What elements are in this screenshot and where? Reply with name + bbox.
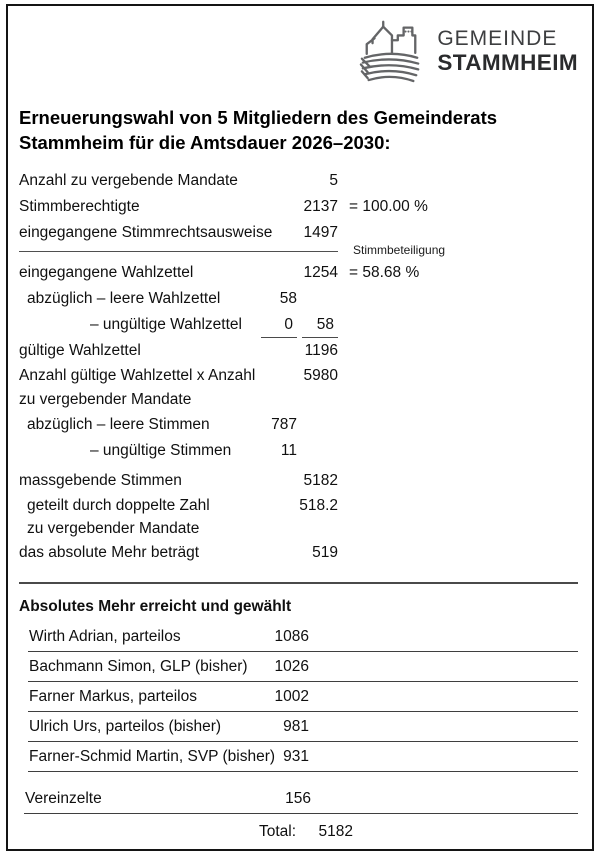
- stat-label: eingegangene Stimmrechtsausweise: [19, 224, 273, 241]
- stat-row-geteilt: [19, 494, 578, 540]
- candidate-votes: 1026: [274, 658, 309, 675]
- stat-label: abzüglich – leere Stimmen: [27, 416, 210, 433]
- village-vineyard-icon: [358, 14, 424, 89]
- election-statistics: [19, 168, 578, 566]
- stat-row-stimmberechtigte: [19, 194, 578, 220]
- section-divider-line: [19, 582, 578, 584]
- divider-line: [19, 251, 338, 252]
- stat-label: [27, 494, 210, 540]
- stat-label: abzüglich – leere Wahlzettel: [27, 290, 221, 307]
- page-title-line2: Stammheim für die Amtsdauer 2026–2030:: [19, 132, 391, 153]
- candidate-row: [28, 622, 578, 652]
- stat-row-gueltige-wahlzettel: [19, 338, 578, 364]
- stat-label: [19, 364, 255, 412]
- stat-value: 518.2: [299, 497, 338, 514]
- page-title: [19, 105, 578, 155]
- stat-label: – ungültige Wahlzettel: [90, 316, 242, 333]
- stat-value: 58: [279, 290, 297, 307]
- candidate-name: Farner Markus, parteilos: [29, 688, 197, 705]
- stat-label-line1: Anzahl gültige Wahlzettel x Anzahl: [19, 367, 256, 384]
- candidate-name: Wirth Adrian, parteilos: [29, 628, 181, 645]
- underlined-sum: 58: [302, 313, 338, 338]
- stat-row-leere-wahlzettel: [19, 286, 578, 312]
- stat-label: eingegangene Wahlzettel: [19, 264, 194, 281]
- stat-percentage: = 58.68 %: [349, 264, 420, 281]
- stat-sum: [248, 312, 338, 338]
- stat-value: 5: [329, 172, 338, 189]
- document-page: [6, 4, 594, 851]
- stat-value: 1254: [303, 264, 338, 281]
- municipality-logo: [19, 14, 578, 88]
- stat-value: 787: [271, 416, 297, 433]
- elected-section-heading: Absolutes Mehr erreicht und gewählt: [19, 598, 292, 615]
- stat-label: – ungültige Stimmen: [90, 442, 232, 459]
- stat-value: 1497: [303, 224, 338, 241]
- candidate-row: [28, 652, 578, 682]
- stat-row-massgebende-stimmen: [19, 468, 578, 494]
- vereinzelte-votes: 156: [285, 790, 311, 807]
- stat-label-line2: zu vergebender Mandate: [19, 391, 192, 408]
- vereinzelte-label: Vereinzelte: [25, 790, 102, 807]
- candidate-name: Ulrich Urs, parteilos (bisher): [29, 718, 222, 735]
- underlined-value: 0: [261, 313, 297, 338]
- page-title-line1: Erneuerungswahl von 5 Mitgliedern des Gemeinderats: [19, 107, 498, 128]
- vereinzelte-row: [24, 784, 578, 814]
- total-label: Total:: [259, 823, 297, 840]
- municipality-name: [437, 28, 578, 75]
- stat-label: Anzahl zu vergebende Mandate: [19, 172, 238, 189]
- stat-row-ungueltige-stimmen: [19, 438, 578, 464]
- stimmbeteiligung-divider: [19, 243, 578, 260]
- candidate-row: [28, 682, 578, 712]
- candidate-votes: 981: [283, 718, 309, 735]
- stat-row-absolutes-mehr: [19, 540, 578, 566]
- stat-value: 2137: [303, 198, 338, 215]
- candidate-row: [28, 742, 578, 772]
- candidate-row: [28, 712, 578, 742]
- total-value: 5182: [318, 823, 353, 840]
- stat-value: 519: [312, 544, 338, 561]
- stat-value: 11: [280, 442, 297, 459]
- elected-candidates-list: [19, 622, 578, 772]
- candidate-votes: 1002: [274, 688, 309, 705]
- stat-row-stimmrechtsausweise: [19, 220, 578, 246]
- stat-percentage: = 100.00 %: [349, 198, 428, 215]
- stat-label-line2: zu vergebender Mandate: [27, 520, 200, 537]
- stat-label-line1: geteilt durch doppelte Zahl: [27, 497, 210, 514]
- stat-label: gültige Wahlzettel: [19, 342, 141, 359]
- stat-row-mandate: [19, 168, 578, 194]
- candidate-votes: 931: [283, 748, 309, 765]
- candidate-name: Farner-Schmid Martin, SVP (bisher): [29, 748, 276, 765]
- logo-word-gemeinde: GEMEINDE: [437, 26, 558, 50]
- stat-label: das absolute Mehr beträgt: [19, 544, 200, 561]
- stat-row-ungueltige-wahlzettel: [19, 312, 578, 338]
- total-row: [19, 818, 578, 845]
- stat-value: 5182: [303, 472, 338, 489]
- stimmbeteiligung-label: Stimmbeteiligung: [353, 243, 446, 257]
- stat-row-leere-stimmen: [19, 412, 578, 438]
- stat-value: 5980: [303, 367, 338, 384]
- stat-row-wahlzettel: [19, 260, 578, 286]
- stat-row-wahlzettel-x-mandate: [19, 364, 578, 412]
- stat-label: Stimmberechtigte: [19, 198, 140, 215]
- logo-word-stammheim: STAMMHEIM: [437, 49, 578, 75]
- candidate-votes: 1086: [274, 628, 309, 645]
- stat-label: massgebende Stimmen: [19, 472, 182, 489]
- candidate-name: Bachmann Simon, GLP (bisher): [29, 658, 248, 675]
- stat-value: 1196: [304, 342, 338, 359]
